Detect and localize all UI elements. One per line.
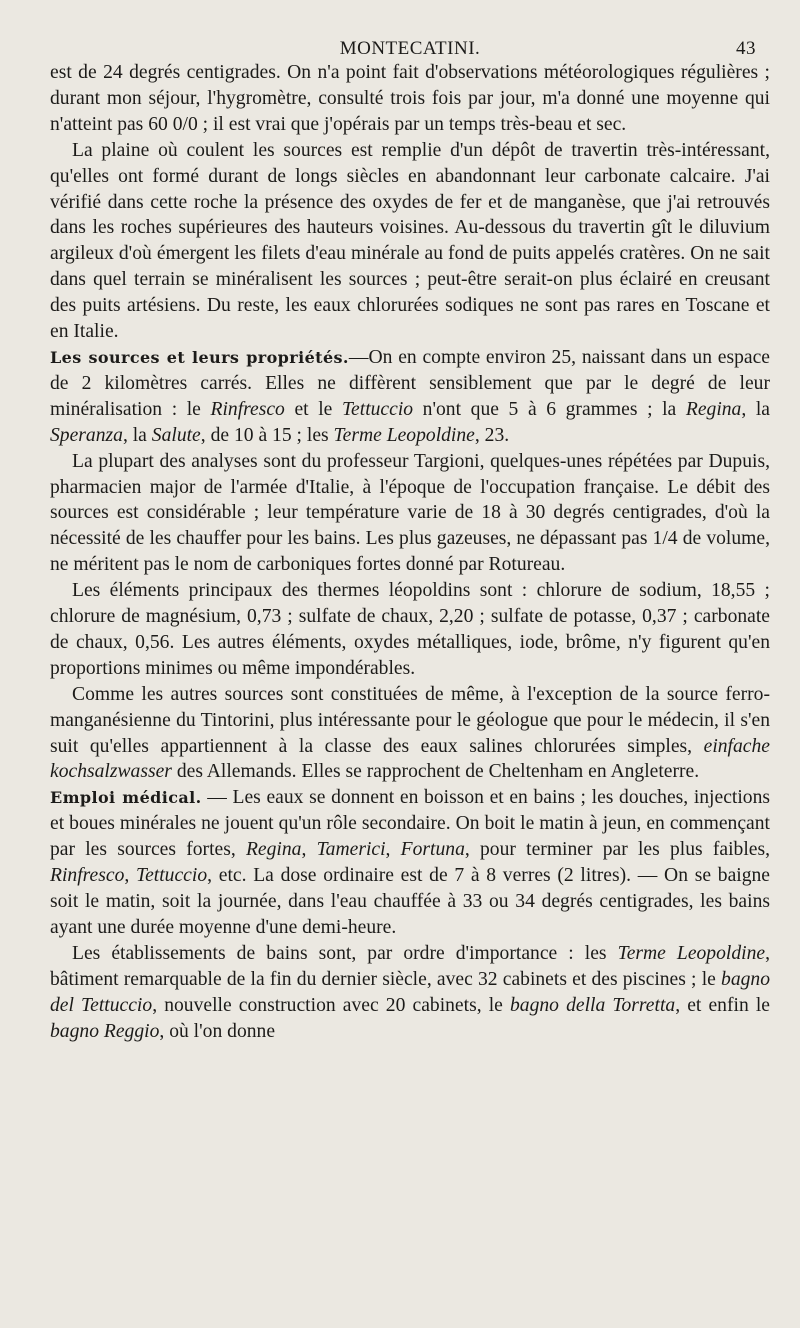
paragraph-climate [50,60,770,138]
text-run: , pour terminer par les plus faibles, [464,839,770,861]
establishment-terme-leopoldine: Terme Leopoldine [617,942,766,964]
text-run: des Allemands. Elles se rapprochent de Cheltenham en Angleterre. [171,761,700,783]
establishment-bagno-del-tettuccio: bagno del Tettuccio [50,968,770,1016]
term-einfache-kochsalzwasser: einfache kochsalzwasser [50,735,770,783]
text-run: , où l'on donne [159,1020,276,1042]
text-run: , [385,839,401,861]
text-run: , [124,865,136,887]
paragraph-elements [50,578,770,682]
source-name-terme-leopoldine: Terme Leopoldine [333,424,475,446]
text-run: Comme les autres sources sont constituées de même, à l'exception de la source ferro-manganésienne du Tintorini, plus intéressante pour le géologue que pour le médecin, il s'en suit qu'elles appartiennent à la classe des eaux salines chlorurées simples, [50,683,770,757]
text-run: , la [741,398,771,420]
section-heading-medical: Emploi médical. [50,788,202,808]
source-name-tettuccio: Tettuccio [136,865,208,887]
source-name-regina: Regina [245,839,302,861]
text-run: , de 10 à 15 ; les [200,424,334,446]
source-name-tamerici: Tamerici [316,839,386,861]
source-name-fortuna: Fortuna [400,839,465,861]
text-run: , 23. [474,424,510,446]
text-run: n'ont que 5 à 6 grammes ; la [413,398,686,420]
paragraph-establishments [50,941,770,1045]
text-run: et le [284,398,342,420]
paragraph-sources-properties [50,345,770,449]
paragraph-text: La plupart des analyses sont du professeur Targioni, quelques-unes répétées par Dupuis, pharmacien major de l'armée d'Italie, à l'époque de l'occupation française. Le débit des sources est considérable ; leur température varie de 18 à 30 degrés centigrades, d'où la nécessité de les chauffer pour les bains. Les plus gazeuses, ne dépassant pas 1/4 de volume, ne méritent pas le nom de carboniques fortes donné par Rotureau. [50,450,770,576]
paragraph-classification [50,682,770,786]
paragraph-text: Les éléments principaux des thermes léopoldins sont : chlorure de sodium, 18,55 ; chlorure de magnésium, 0,73 ; sulfate de chaux, 2,20 ; sulfate de potasse, 0,37 ; carbonate de chaux, 0,56. Les autres éléments, oxydes métalliques, iode, brôme, n'y figurent qu'en proportions minimes ou même impondérables. [50,580,770,679]
text-run: , [301,839,317,861]
body-text [50,60,770,1044]
source-name-regina: Regina [685,398,742,420]
text-run: , la [122,424,152,446]
text-run: — Les eaux se donnent en boisson et en bains ; les douches, injections et boues minérales ne jouent qu'un rôle secondaire. On boit le matin à jeun, en commençant par les sources fortes, [50,787,771,861]
establishment-bagno-della-torretta: bagno della Torretta [509,994,676,1016]
paragraph-text: La plaine où coulent les sources est remplie d'un dépôt de travertin très-intéressant, qu'elles ont formé durant de longs siècles en abandonnant leur carbonate calcaire. J'ai vérifié dans cette roche la présence des oxydes de fer et de manganèse, que j'ai retrouvés dans les roches supérieures des hauteurs voisines. Au-dessous du travertin gît le diluvium argileux d'où émergent les filets d'eau minérale au fond de puits appelés cratères. On ne sait dans quel terrain se minéralisent les sources ; peut-être serait-on plus éclairé en creusant des puits artésiens. Du reste, les eaux chlorurées sodiques ne sont pas rares en Toscane et en Italie. [50,139,770,343]
paragraph-text: est de 24 degrés centigrades. On n'a point fait d'observations météorologiques régulières ; durant mon séjour, l'hygromètre, consulté trois fois par jour, m'a donné une moyenne qui n'atteint pas 60 0/0 ; il est vrai que j'opérais par un temps très-beau et sec. [50,62,770,135]
dash: — [348,346,369,368]
section-heading-sources: Les sources et leurs propriétés. [50,347,349,367]
text-run: , nouvelle construction avec 20 cabinets, le [152,994,510,1016]
page-number: 43 [736,38,756,59]
source-name-speranza: Speranza [50,424,123,446]
source-name-tettuccio: Tettuccio [341,398,414,420]
paragraph-travertine [50,138,770,345]
text-run: , bâtiment remarquable de la fin du dernier siècle, avec 32 cabinets et des piscines ; le [50,942,770,990]
source-name-rinfresco: Rinfresco [50,865,125,887]
source-name-salute: Salute [151,424,201,446]
paragraph-medical-use [50,785,770,940]
text-run: , et enfin le [675,994,771,1016]
running-title: MONTECATINI. [339,38,481,59]
text-run: , etc. La dose ordinaire est de 7 à 8 verres (2 litres). — On se baigne soit le matin, soit la journée, dans l'eau chauffée à 33 ou 34 degrés centigrades, les bains ayant une durée moyenne d'une demi-heure. [50,865,770,938]
establishment-bagno-reggio: bagno Reggio [50,1020,160,1042]
text-run: On en compte environ 25, naissant dans un espace de 2 kilomètres carrés. Elles ne diffèrent sensiblement que par le degré de leur minéralisation : le [50,346,770,420]
paragraph-analyses [50,449,770,579]
text-run: Les établissements de bains sont, par ordre d'importance : les [72,942,618,964]
source-name-rinfresco: Rinfresco [210,398,285,420]
running-head [50,32,770,60]
